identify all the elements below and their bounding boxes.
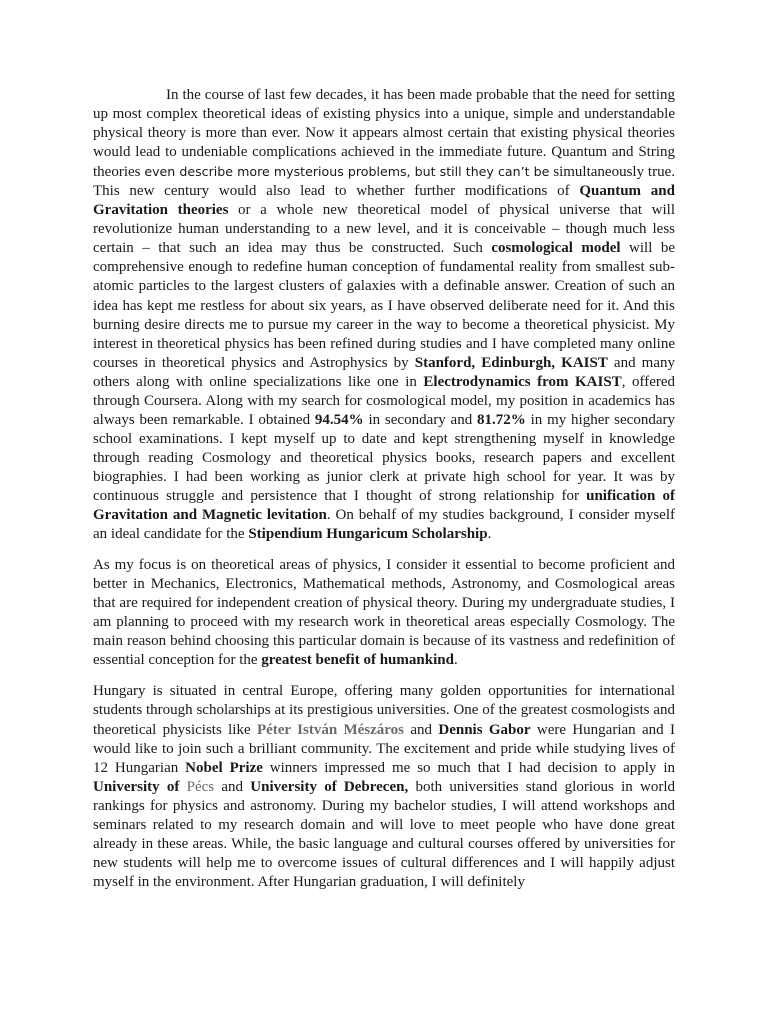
- emphasized-text: Péter István Mészáros: [256, 721, 405, 738]
- emphasized-text: 94.54%: [314, 411, 364, 428]
- text-run: winners impressed me so much that I had decision to apply in: [262, 759, 676, 776]
- paragraph-focus: [93, 556, 675, 670]
- paragraph-hungary: [93, 682, 675, 892]
- text-run: .: [487, 526, 492, 543]
- text-run: or a whole new theoretical model of physical universe that will revolutionize human understanding to a new level, and it is conceivable – though much less certain – that such an idea may thus be constructed. Such: [93, 202, 675, 257]
- text-run: In the course of last few decades, it has been made probable that the need for setting up most complex theoretical ideas of existing physics into a unique, simple and understandable physical theory is more than ever. Now it appears almost certain that existing physical theories would lead to undeniable complications achieved in the immediate future. Quantum and String theories: [93, 87, 675, 181]
- emphasized-text: University of Debrecen,: [250, 778, 409, 795]
- text-run: even describe more mysterious problems, but still they can’t be: [144, 164, 550, 180]
- text-run: in secondary and: [363, 411, 478, 428]
- emphasized-text: Stipendium Hungaricum Scholarship: [248, 526, 488, 543]
- emphasized-text: cosmological model: [491, 240, 621, 257]
- text-run: and: [214, 778, 251, 795]
- text-run: , offered through Coursera. Along with my search for cosmological model, my position in academics has always been remarkable. I obtained: [93, 373, 675, 428]
- text-run: and: [404, 721, 439, 738]
- emphasized-text: University of: [93, 778, 187, 795]
- emphasized-text: Nobel Prize: [185, 759, 263, 776]
- emphasized-text: Quantum and Gravitation theories: [93, 183, 675, 219]
- text-run: were Hungarian and I would like to join such a brilliant community. The excitement and pride while studying lives of 12 Hungarian: [93, 721, 675, 776]
- document-page: [93, 86, 675, 892]
- text-run: and many others along with online specializations like one in: [93, 354, 676, 390]
- emphasized-text: Electrodynamics from KAIST: [423, 373, 622, 390]
- emphasized-text: Stanford, Edinburgh, KAIST: [414, 354, 608, 371]
- paragraph-intro: [93, 86, 675, 544]
- text-run: As my focus is on theoretical areas of physics, I consider it essential to become proficient and better in Mechanics, Electronics, Mathematical methods, Astronomy, and Cosmological areas that are required for independent creation of physical theory. During my undergraduate studies, I am planning to proceed with my research work in theoretical areas especially Cosmology. The main reason behind choosing this particular domain is because of its vastness and redefinition of essential conception for the: [93, 557, 675, 669]
- text-run: will be comprehensive enough to redefine human conception of fundamental reality from smallest sub-atomic particles to the largest clusters of galaxies with a definable answer. Creation of such an idea has kept me restless for about six years, as I have observed deliberate need for it. And this burning desire directs me to pursue my career in the way to become a theoretical physicist. My interest in theoretical physics has been refined during studies and I have completed many online courses in theoretical physics and Astrophysics by: [93, 240, 675, 371]
- text-run: in my higher secondary school examinations. I kept myself up to date and kept strengthening myself in knowledge through reading Cosmology and theoretical physics books, research papers and excellent biographies. I had been working as junior clerk at private high school for year. It was by continuous struggle and persistence that I thought of strong relationship for: [93, 411, 675, 504]
- text-run: Pécs: [186, 778, 215, 795]
- emphasized-text: Dennis Gabor: [438, 721, 531, 738]
- text-run: . On behalf of my studies background, I consider myself an ideal candidate for the: [93, 507, 675, 543]
- emphasized-text: unification of Gravitation and Magnetic levitation: [93, 487, 675, 524]
- text-run: .: [453, 652, 458, 669]
- text-run: both universities stand glorious in world rankings for physics and astronomy. During my bachelor studies, I will attend workshops and seminars related to my research domain and will love to meet people who have done great already in these areas. While, the basic language and cultural courses offered by universities for new students will help me to overcome issues of cultural differences and I will happily adjust myself in the environment. After Hungarian graduation, I will definitely: [93, 778, 675, 890]
- text-run: simultaneously true. This new century would also lead to whether further modifications of: [93, 164, 675, 200]
- emphasized-text: greatest benefit of humankind: [261, 652, 454, 669]
- emphasized-text: 81.72%: [477, 411, 526, 428]
- text-run: Hungary is situated in central Europe, offering many golden opportunities for international students through scholarships at its prestigious universities. One of the greatest cosmologists and theoretical physicists like: [93, 683, 675, 738]
